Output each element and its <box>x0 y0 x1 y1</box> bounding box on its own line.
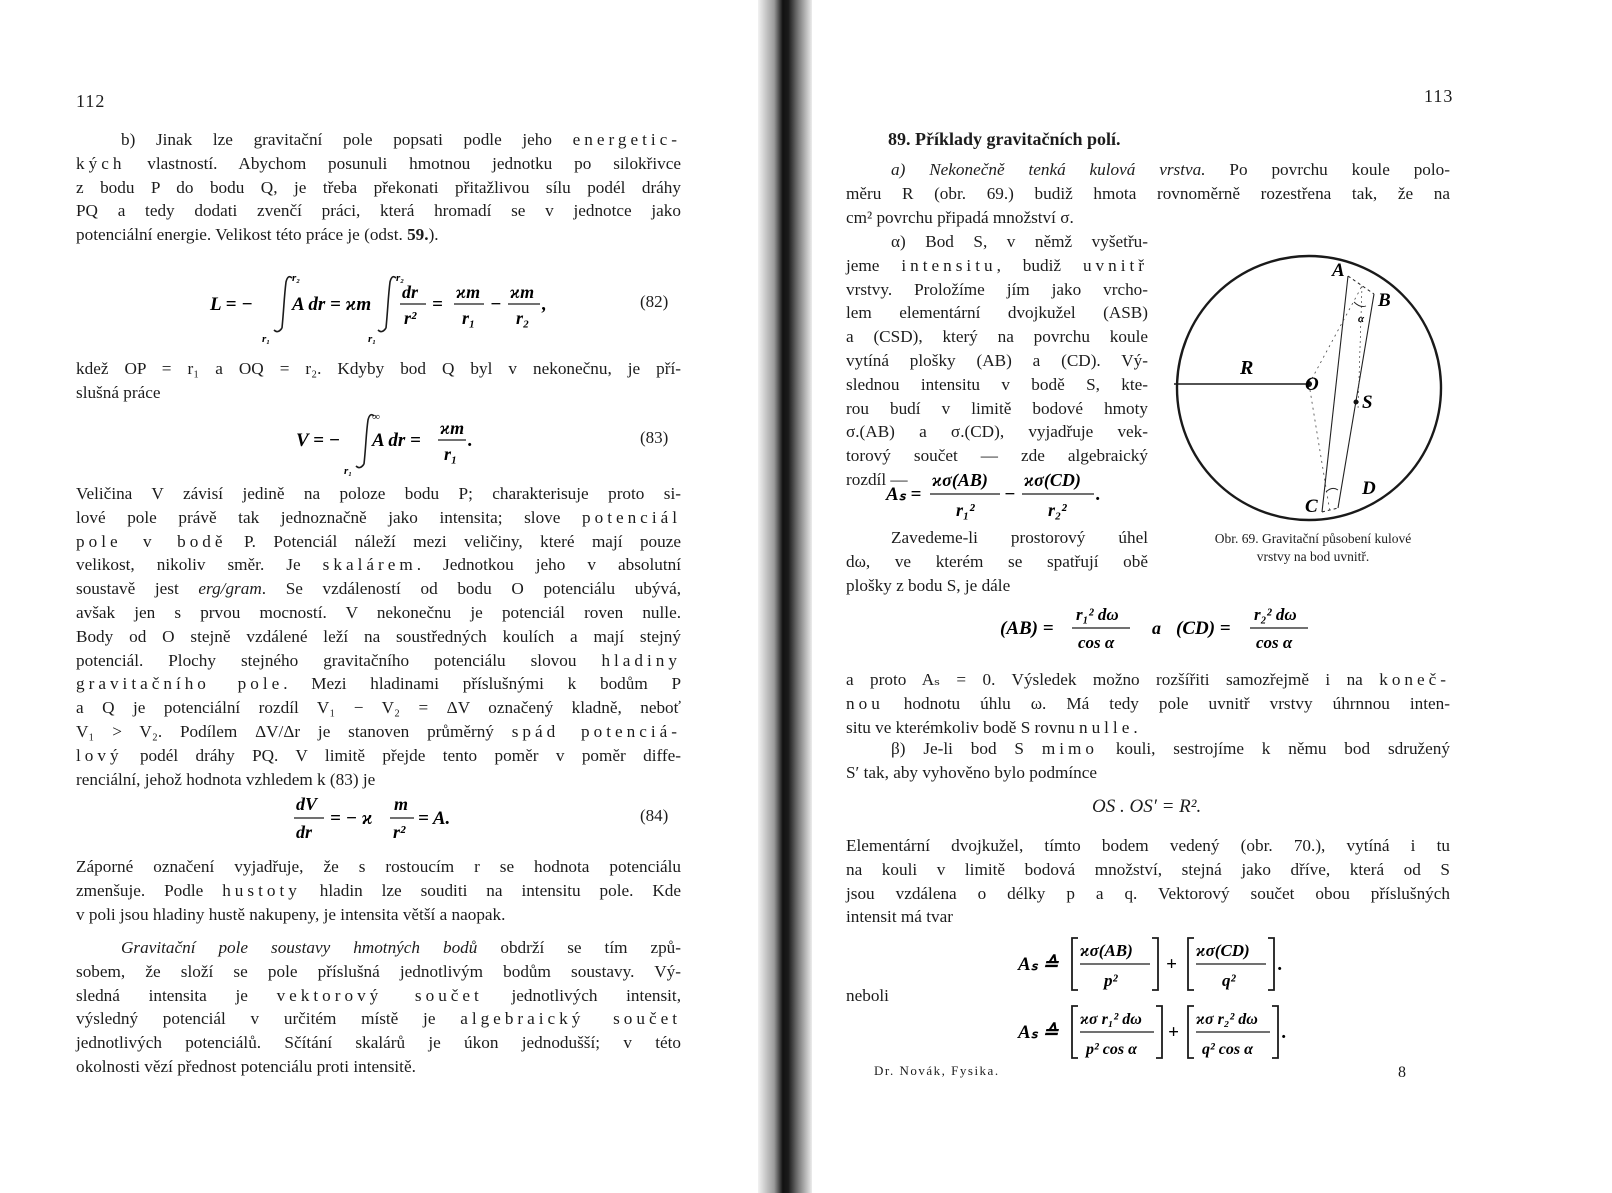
label-c: C <box>1305 496 1318 517</box>
frac-denominator: cos α <box>1256 633 1293 652</box>
text-line: β) Je-li bod S mimo kouli, sestrojíme k němu bod sdružený <box>891 739 1450 758</box>
eq-integrand: A dr = ϰm <box>292 294 372 315</box>
eq-lhs: (CD) = <box>1176 618 1231 639</box>
eq-sign: = <box>432 294 443 315</box>
text-line: jsou vzdálena o délky p a q. Vektorový součet obou příslušných <box>846 883 1450 903</box>
frac-denominator: r₂² <box>1048 500 1067 520</box>
paragraph-a <box>846 158 1450 229</box>
paragraph-alpha <box>846 230 1148 492</box>
text-line: α) Bod S, v němž vyšetřu- <box>891 232 1148 251</box>
text-line: kdež OP = r₁ a OQ = r₂. Kdyby bod Q byl v nekonečnu, je pří- <box>76 359 681 378</box>
text-line: okolnosti vězí přednost potenciálu proti intensitě. <box>76 1056 416 1076</box>
text-line: Body od O stejně vzdálené leží na soustředných koulích a mají stejný <box>76 626 681 646</box>
frac-denominator: r₁ <box>444 444 458 464</box>
eq-end: . <box>1282 1022 1287 1043</box>
text-line: intensit má tvar <box>846 907 953 927</box>
frac-numerator: ϰσ r₁² dω <box>1080 1011 1142 1028</box>
left-page <box>0 0 775 1193</box>
text-line: a proto Aₛ = 0. Výsledek možno rozšířiti samozřejmě i na koneč- <box>846 670 1450 689</box>
text-line: σ.(AB) a σ.(CD), vyjadřuje vek- <box>846 422 1148 442</box>
text-line: potenciál. Plochy stejného gravitačního potenciálu slovou hladiny <box>76 650 681 670</box>
equation-vector-2 <box>1016 1000 1316 1066</box>
frac-denominator: q² <box>1222 971 1236 990</box>
frac-numerator: r₁² dω <box>1076 605 1119 624</box>
text-line: situ ve kterémkoliv bodě S rovnu nulle. <box>846 717 1138 737</box>
text-line: kých vlastností. Abychom posunuli hmotnou jednotku po silokřivce <box>76 153 681 173</box>
equation-83 <box>290 410 490 476</box>
frac-denominator: cos α <box>1078 633 1115 652</box>
text-line: potenciální energie. Velikost této práce je (odst. 59.). <box>76 225 439 245</box>
text-line: plošky z bodu S, je dále <box>846 575 1011 595</box>
integral-sign <box>378 277 396 332</box>
paragraph-velicina <box>76 482 681 791</box>
frac-numerator: ϰσ r₂² dω <box>1196 1011 1258 1028</box>
frac-numerator: ϰm <box>456 282 481 302</box>
text-line: soustavě jest erg/gram. Se vzdáleností od bodu O potenciálu ubývá, <box>76 579 681 599</box>
equation-vector-1 <box>1016 932 1316 998</box>
cone-line <box>1322 276 1348 512</box>
label-alpha: α <box>1358 313 1365 325</box>
equation-84 <box>290 788 470 852</box>
plus-sign: + <box>1166 954 1177 975</box>
frac-numerator: ϰσ(CD) <box>1196 941 1250 960</box>
label-o: O <box>1305 374 1319 395</box>
equation-As <box>884 464 1124 528</box>
frac-numerator: dV <box>296 794 318 814</box>
frac-numerator: ϰσ(AB) <box>932 470 988 490</box>
frac-numerator: ϰm <box>510 282 535 302</box>
eq-middle: = − ϰ <box>330 808 373 829</box>
svg-text:,: , <box>542 294 547 315</box>
frac-denominator: r² <box>393 822 406 842</box>
text-line: PQ a tedy dodati zvenčí práci, která hromadí se v jednotce jako <box>76 201 681 221</box>
minus-sign: − <box>490 294 502 315</box>
text-line: vytíná plošky (AB) a (CD). Vý- <box>846 350 1148 370</box>
text-line: Gravitační pole soustavy hmotných bodů obdrží se tím způ- <box>121 938 681 957</box>
page-number: 113 <box>1424 86 1454 106</box>
plus-sign: + <box>1168 1022 1179 1043</box>
int-upper-limit: r₂ <box>292 272 301 284</box>
text-line: gravitačního pole. Mezi hladinami příslušnými k bodům P <box>76 674 681 694</box>
text-line: z bodu P do bodu Q, je třeba překonati přitažlivou sílu podél dráhy <box>76 177 681 197</box>
eq-lhs: Aₛ ≙ <box>1018 1022 1059 1043</box>
text-line: avšak jen s prvou mocností. V nekonečnu je potenciál roven nulle. <box>76 602 681 622</box>
text-line: lový podél dráhy PQ. V limitě přejde tento poměr v poměr diffe- <box>76 745 681 765</box>
text-line: výsledný potenciál v určitém místě je algebraický součet <box>76 1009 681 1029</box>
text-line: renciální, jehož hodnota vzhledem k (83) je <box>76 769 376 789</box>
eq-integrand: A dr = <box>372 430 421 451</box>
label-a: A <box>1332 260 1345 281</box>
text-line: cm² povrchu připadá množství σ. <box>846 207 1074 227</box>
text-line: sledná intensita je vektorový součet jednotlivých intensit, <box>76 985 681 1005</box>
eq-end: . <box>1096 484 1101 505</box>
frac-denominator: p² <box>1104 971 1118 990</box>
text-line: torový součet — zde algebraický <box>846 446 1148 466</box>
text-line: zmenšuje. Podle hustoty hladin lze souditi na intensitu pole. Kde <box>76 880 682 900</box>
signature-mark: 8 <box>1398 1064 1408 1081</box>
text-line: měru R (obr. 69.) budiž hmota rovnoměrně rozestřena tak, že na <box>846 183 1450 203</box>
paragraph-zaporne <box>76 855 681 926</box>
eq-end: . <box>1278 954 1283 975</box>
eq-lhs: Aₛ = <box>886 484 922 505</box>
text-line: dω, ve kterém se spatřují obě <box>846 551 1148 571</box>
text-line: Záporné označení vyjadřuje, že s rostoucím r se hodnota potenciálu <box>76 857 681 876</box>
text-line: nou hodnotu úhlu ω. Má tedy pole uvnitř vrstvy úhrnnou inten- <box>846 693 1450 713</box>
paragraph-elementarni <box>846 834 1450 929</box>
frac-denominator: r₂ <box>516 308 530 328</box>
frac-numerator: ϰσ(AB) <box>1080 941 1133 960</box>
eq-lhs: Aₛ ≙ <box>1018 954 1059 975</box>
caption-line: Obr. 69. Gravitační působení kulové <box>1214 531 1412 546</box>
text-line: b) Jinak lze gravitační pole popsati podle jeho energetic- <box>121 130 681 149</box>
text-line: pole v bodě P. Potenciál náleží mezi veličiny, které mají pouze <box>76 531 681 551</box>
figure-caption <box>1168 530 1458 566</box>
text-line: Elementární dvojkužel, tímto bodem vedený (obr. 70.), vytíná i tu <box>846 836 1450 855</box>
label-s: S <box>1362 392 1373 413</box>
text-line: rozdíl — <box>846 469 908 489</box>
frac-numerator: r₂² dω <box>1254 605 1297 624</box>
text-line: jeme intensitu, budiž uvnitř <box>846 255 1149 275</box>
int-lower-limit: r₁ <box>344 465 353 476</box>
paragraph-proto <box>846 668 1450 739</box>
text-line: a) Nekonečně tenká kulová vrstva. Po povrchu koule polo- <box>891 160 1450 179</box>
text-line: Zavedeme-li prostorový úhel <box>891 528 1148 547</box>
text-line: velikost, nikoliv směr. Je skalárem. Jednotkou jeho v absolutní <box>76 555 682 575</box>
int-lower-limit: r₁ <box>262 333 271 344</box>
neboli-text: neboli <box>846 986 889 1005</box>
frac-denominator: dr <box>296 822 313 842</box>
equation-number: (83) <box>640 428 669 447</box>
equation-ab-cd <box>998 600 1338 660</box>
text-line: vrstvy. Proložíme jím jako vrcho- <box>846 279 1148 299</box>
frac-denominator: r² <box>404 308 417 328</box>
int-upper-limit: r₂ <box>396 272 405 284</box>
footer-author: Dr. Novák, Fysika. <box>874 1063 1000 1078</box>
equation-82 <box>200 268 560 344</box>
text-line: lem elementární dvojkužel (ASB) <box>846 303 1148 323</box>
text-line: S′ tak, aby vyhověno bylo podmínce <box>846 762 1098 782</box>
eq-lhs: L = − <box>210 294 253 315</box>
text-line: V₁ > V₂. Podílem ΔV/Δr je stanoven průměrný spád potenciá- <box>76 721 681 741</box>
minus-sign: − <box>1004 484 1016 505</box>
text-line: rou budí v limitě bodové hmoty <box>846 398 1148 418</box>
int-lower-limit: r₁ <box>368 333 377 344</box>
text-line: a (CSD), který na povrchu koule <box>846 327 1148 347</box>
frac-denominator: p² cos α <box>1086 1041 1137 1058</box>
paragraph-kdez <box>76 357 681 405</box>
label-d: D <box>1362 478 1376 499</box>
label-b: B <box>1378 290 1391 311</box>
int-upper-limit: ∞ <box>372 411 380 423</box>
text-line: slušná práce <box>76 382 161 402</box>
paragraph-beta <box>846 737 1450 785</box>
text-line: Veličina V závisí jedině na poloze bodu P; charakterisuje proto si- <box>76 484 681 503</box>
equation-os: OS . OS′ = R². <box>1092 796 1202 817</box>
paragraph-gravitacni <box>76 936 681 1079</box>
text-line: na kouli v limitě bodová množství, stejná jako dříve, která od S <box>846 859 1450 879</box>
conjunction: a <box>1152 618 1161 638</box>
figure-69 <box>1162 250 1462 530</box>
eq-rhs: = A. <box>418 808 451 829</box>
equation-number: (84) <box>640 806 669 825</box>
section-heading: 89. Příklady gravitačních polí. <box>888 129 1121 149</box>
text-line: jednotlivých potenciálů. Sčítání skalárů je úkon jednodušší; v této <box>76 1033 681 1053</box>
frac-denominator: q² cos α <box>1202 1041 1253 1058</box>
eq-lhs: (AB) = <box>1000 618 1054 639</box>
text-line: v poli jsou hladiny hustě nakupeny, je intensita větší a naopak. <box>76 904 506 924</box>
text-line: slednou intensitu v bodě S, kte- <box>846 374 1148 394</box>
frac-numerator: ϰm <box>440 418 465 438</box>
paragraph-zavedeme <box>846 526 1148 597</box>
eq-lhs: V = − <box>296 430 341 451</box>
frac-numerator: ϰσ(CD) <box>1024 470 1081 490</box>
frac-numerator: m <box>394 794 409 814</box>
text-line: sobem, že složí se pole příslušná jednotlivým bodům soustavy. Vý- <box>76 961 681 981</box>
text-line: lové pole právě tak jednoznačně jako intensita; slove potenciál <box>76 507 681 527</box>
text-line: a Q je potenciální rozdíl V₁ − V₂ = ΔV označený kladně, neboť <box>76 698 681 718</box>
integral-sign <box>274 277 292 332</box>
paragraph-b <box>76 128 681 247</box>
equation-number: (82) <box>640 292 669 311</box>
frac-numerator: dr <box>402 282 419 302</box>
point-s <box>1354 400 1359 405</box>
label-r: R <box>1240 357 1254 379</box>
caption-line: vrstvy na bod uvnitř. <box>1256 549 1370 564</box>
svg-text:.: . <box>468 430 473 451</box>
frac-denominator: r₁ <box>462 308 476 328</box>
right-page <box>812 0 1612 1193</box>
frac-denominator: r₁² <box>956 500 975 520</box>
page-number: 112 <box>76 91 106 111</box>
